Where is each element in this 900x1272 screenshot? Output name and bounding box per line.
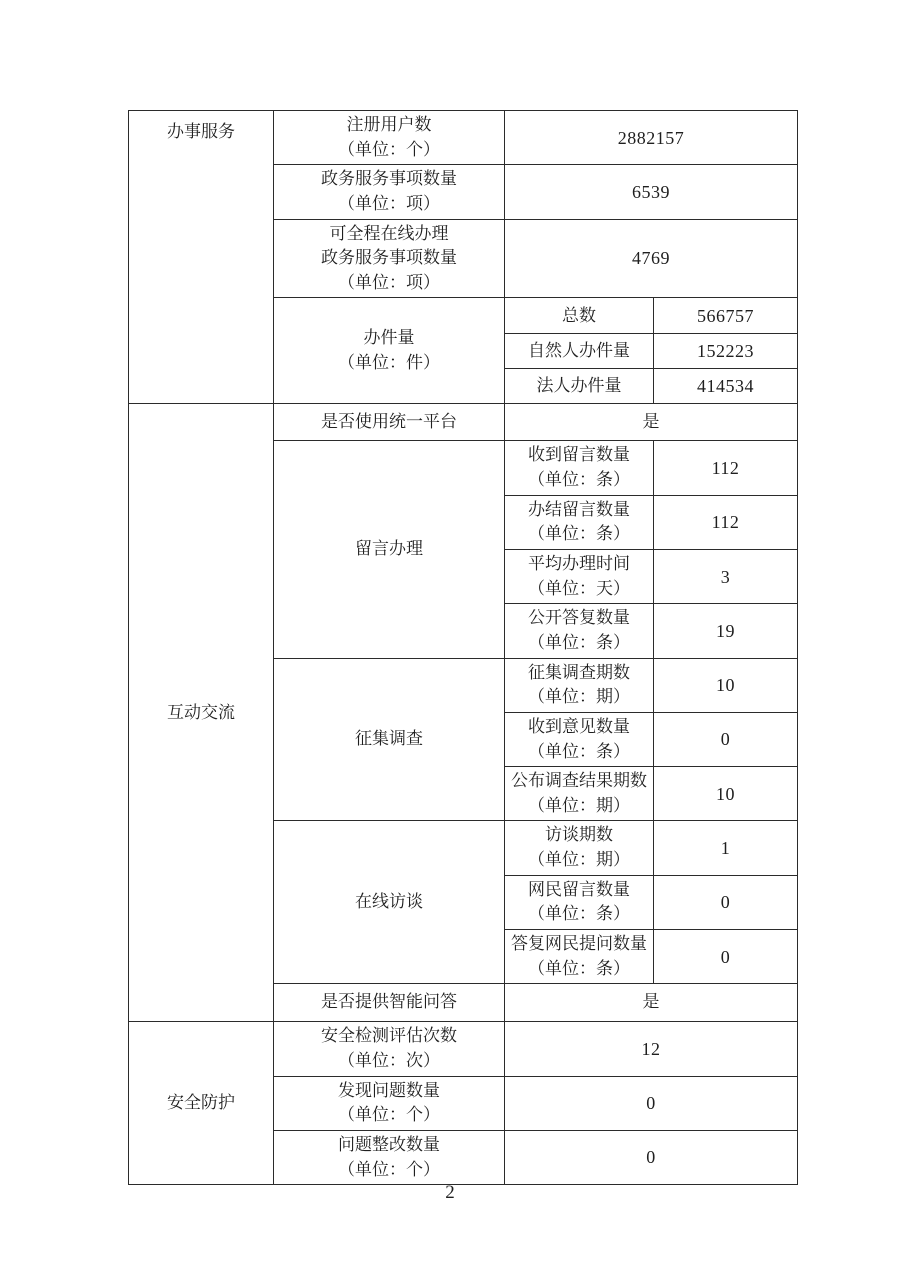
submetric-label: 征集调查期数 <box>528 662 630 682</box>
metric-value: 0 <box>505 1130 798 1184</box>
section-title-label: 办事服务 <box>167 122 235 141</box>
submetric-value: 0 <box>654 875 798 929</box>
submetric-unit: （单位：条） <box>528 470 630 490</box>
group-label-messages: 留言办理 <box>274 441 505 658</box>
metric-label: 政务服务事项数量 <box>321 169 457 189</box>
submetric-value: 112 <box>654 441 798 495</box>
group-label-volume <box>274 298 505 404</box>
metric-value: 是 <box>505 984 798 1022</box>
metric-unit: （单位：个） <box>338 139 440 159</box>
metric-label: 注册用户数 <box>346 115 432 134</box>
metric-label: 问题整改数量 <box>338 1134 440 1154</box>
submetric-value: 112 <box>654 495 798 549</box>
submetric-unit: （单位：条） <box>528 958 630 978</box>
submetric-value: 414534 <box>654 369 798 404</box>
submetric-label-cell <box>505 875 654 929</box>
metric-unit: （单位：个） <box>338 1105 440 1125</box>
metric-label-cell: 是否使用统一平台 <box>274 404 505 441</box>
submetric-label-cell <box>505 604 654 658</box>
submetric-value: 152223 <box>654 334 798 369</box>
submetric-label-cell <box>505 767 654 821</box>
annual-report-table <box>128 110 798 1185</box>
submetric-label: 总数 <box>505 298 654 334</box>
group-unit: （单位：件） <box>338 352 440 372</box>
submetric-unit: （单位：期） <box>528 687 630 707</box>
submetric-label: 答复网民提问数量 <box>511 934 647 954</box>
group-label-survey: 征集调查 <box>274 658 505 821</box>
metric-label-cell <box>274 111 505 165</box>
section-title-label: 安全防护 <box>167 1092 235 1112</box>
submetric-value: 0 <box>654 712 798 766</box>
submetric-label-cell <box>505 712 654 766</box>
page-number: 2 <box>445 1182 455 1203</box>
metric-label-cell: 是否提供智能问答 <box>274 984 505 1022</box>
submetric-label-cell <box>505 495 654 549</box>
submetric-label: 收到意见数量 <box>528 716 630 736</box>
metric-label: 安全检测评估次数 <box>321 1026 457 1046</box>
section-title-security <box>129 1022 274 1185</box>
submetric-value: 566757 <box>654 298 798 334</box>
submetric-label: 办结留言数量 <box>528 499 630 519</box>
metric-label-cell <box>274 1022 505 1076</box>
metric-value: 4769 <box>505 219 798 298</box>
metric-value: 0 <box>505 1076 798 1130</box>
submetric-label: 自然人办件量 <box>505 334 654 369</box>
submetric-unit: （单位：条） <box>528 904 630 924</box>
metric-unit: （单位：项） <box>338 193 440 213</box>
metric-value: 6539 <box>505 165 798 219</box>
metric-value: 是 <box>505 404 798 441</box>
submetric-value: 10 <box>654 767 798 821</box>
metric-label-cell <box>274 219 505 298</box>
group-label: 办件量 <box>363 328 415 348</box>
metric-value: 12 <box>505 1022 798 1076</box>
submetric-unit: （单位：期） <box>528 795 630 815</box>
submetric-value: 10 <box>654 658 798 712</box>
section-title-label: 互动交流 <box>167 702 235 722</box>
submetric-unit: （单位：天） <box>528 578 630 598</box>
metric-label: 政务服务事项数量 <box>321 248 457 268</box>
metric-unit: （单位：次） <box>338 1050 440 1070</box>
submetric-label: 平均办理时间 <box>528 554 630 574</box>
submetric-label: 网民留言数量 <box>528 879 630 899</box>
metric-label-cell <box>274 1130 505 1184</box>
section-title-service <box>129 111 274 404</box>
submetric-value: 1 <box>654 821 798 875</box>
submetric-unit: （单位：条） <box>528 524 630 544</box>
metric-label-cell <box>274 165 505 219</box>
submetric-value: 19 <box>654 604 798 658</box>
submetric-label: 收到留言数量 <box>528 445 630 465</box>
submetric-value: 3 <box>654 550 798 604</box>
submetric-label-cell <box>505 658 654 712</box>
metric-label-cell <box>274 1076 505 1130</box>
metric-label: 发现问题数量 <box>338 1080 440 1100</box>
submetric-label-cell <box>505 550 654 604</box>
submetric-label: 公开答复数量 <box>528 608 630 628</box>
submetric-label: 访谈期数 <box>545 825 613 845</box>
submetric-label-cell <box>505 821 654 875</box>
submetric-label-cell <box>505 930 654 984</box>
metric-value: 2882157 <box>505 111 798 165</box>
section-title-interaction <box>129 404 274 1022</box>
submetric-label: 公布调查结果期数 <box>511 771 647 791</box>
submetric-unit: （单位：期） <box>528 850 630 870</box>
metric-unit: （单位：个） <box>338 1159 440 1179</box>
group-label-interview: 在线访谈 <box>274 821 505 984</box>
submetric-label-cell <box>505 441 654 495</box>
metric-label: 可全程在线办理 <box>329 223 449 243</box>
submetric-value: 0 <box>654 930 798 984</box>
submetric-unit: （单位：条） <box>528 741 630 761</box>
submetric-label: 法人办件量 <box>505 369 654 404</box>
metric-unit: （单位：项） <box>338 272 440 292</box>
submetric-unit: （单位：条） <box>528 632 630 652</box>
